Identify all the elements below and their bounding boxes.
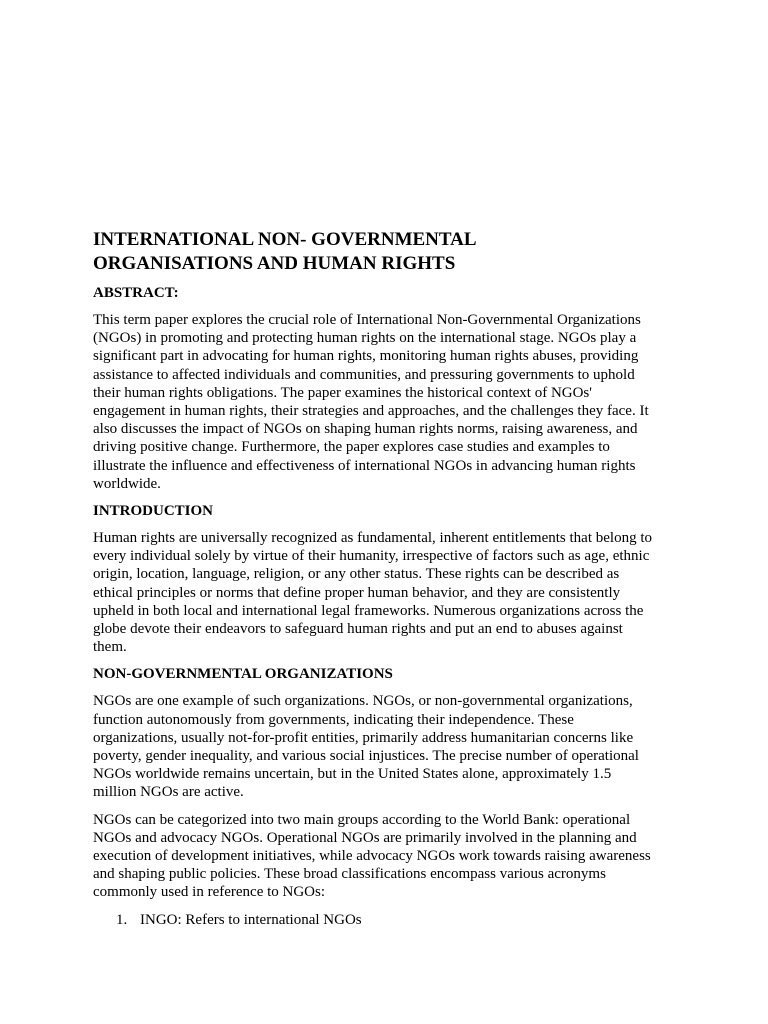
text-line: their human rights obligations. The paper examines the historical context of NGOs' [93, 384, 592, 401]
ngo-paragraph-2 [93, 811, 673, 902]
text-line: NGOs and advocacy NGOs. Operational NGOs are primarily involved in the planning and [93, 829, 637, 846]
text-line: poverty, gender inequality, and various social injustices. The precise number of operational [93, 748, 639, 765]
text-line: NGOs can be categorized into two main groups according to the World Bank: operational [93, 811, 631, 828]
text-line: them. [93, 639, 127, 656]
text-line: engagement in human rights, their strategies and approaches, and the challenges they face. It [93, 403, 649, 420]
ngo-acronym-list [93, 911, 673, 929]
text-line: Human rights are universally recognized as fundamental, inherent entitlements that belong to [93, 530, 652, 547]
text-line: also discusses the impact of NGOs on shaping human rights norms, raising awareness, and [93, 421, 638, 438]
text-line: every individual solely by virtue of their humanity, irrespective of factors such as age, ethnic [93, 548, 650, 565]
list-item-number: 1. [116, 911, 128, 928]
text-line: and shaping public policies. These broad classifications encompass various acronyms [93, 866, 606, 883]
text-line: worldwide. [93, 475, 161, 492]
title-line: INTERNATIONAL NON- GOVERNMENTAL [93, 229, 477, 250]
introduction-paragraph [93, 529, 673, 656]
ngo-paragraph-1 [93, 692, 673, 801]
text-line: execution of development initiatives, while advocacy NGOs work towards raising awareness [93, 848, 651, 865]
text-line: ethical principles or norms that define proper human behavior, and they are consistently [93, 584, 621, 601]
text-line: function autonomously from governments, indicating their independence. These [93, 711, 574, 728]
text-line: (NGOs) in promoting and protecting human rights on the international stage. NGOs play a [93, 330, 637, 347]
text-line: driving positive change. Furthermore, the paper explores case studies and examples to [93, 439, 610, 456]
text-line: upheld in both local and international legal frameworks. Numerous organizations across the [93, 602, 644, 619]
text-line: organizations, usually not-for-profit entities, primarily address humanitarian concerns like [93, 729, 634, 746]
introduction-heading: INTRODUCTION [93, 503, 214, 520]
list-item [93, 911, 673, 929]
ngo-heading: NON-GOVERNMENTAL ORGANIZATIONS [93, 666, 393, 683]
text-line: assistance to affected individuals and communities, and pressuring governments to uphold [93, 366, 635, 383]
abstract-paragraph [93, 311, 673, 493]
text-line: globe devote their endeavors to safeguard human rights and put an end to abuses against [93, 621, 623, 638]
title-line: ORGANISATIONS AND HUMAN RIGHTS [93, 253, 456, 274]
text-line: This term paper explores the crucial role of International Non-Governmental Organizations [93, 312, 641, 328]
text-line: NGOs are one example of such organizations. NGOs, or non-governmental organizations, [93, 693, 633, 710]
list-item-text: INGO: Refers to international NGOs [140, 911, 362, 928]
text-line: illustrate the influence and effectiveness of international NGOs in advancing human rights [93, 457, 636, 474]
text-line: million NGOs are active. [93, 784, 244, 801]
text-line: NGOs worldwide remains uncertain, but in the United States alone, approximately 1.5 [93, 766, 612, 783]
document-page [93, 228, 673, 929]
abstract-heading: ABSTRACT: [93, 285, 179, 301]
text-line: significant part in advocating for human rights, monitoring human rights abuses, providing [93, 348, 639, 365]
text-line: origin, location, language, religion, or any other status. These rights can be described as [93, 566, 620, 583]
document-title [93, 228, 673, 276]
text-line: commonly used in reference to NGOs: [93, 884, 326, 901]
